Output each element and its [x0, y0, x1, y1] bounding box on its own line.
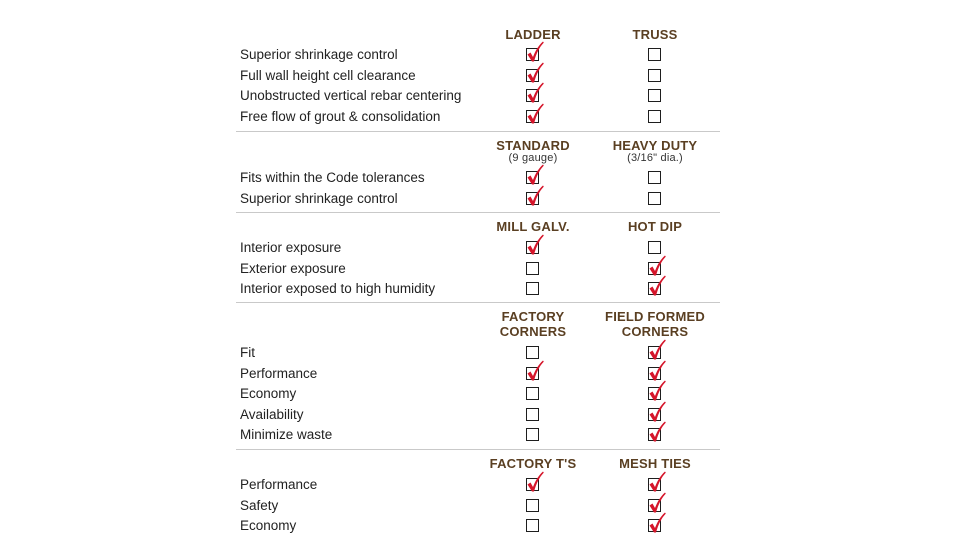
- column-header-label: CORNERS: [621, 324, 689, 339]
- checkmark-icon: [526, 103, 544, 125]
- checkmark-icon: [526, 41, 544, 63]
- checkbox-checked: [648, 387, 661, 400]
- checkbox-unchecked: [526, 262, 539, 275]
- checkbox-checked: [648, 346, 661, 359]
- checkmark-icon: [650, 422, 666, 442]
- column-header: [585, 309, 725, 339]
- column-header-subtitle: (3/16" dia.): [627, 152, 683, 164]
- checkmark-icon: [528, 472, 544, 492]
- checkbox-checked: [526, 110, 539, 123]
- checkmark-icon: [648, 275, 666, 297]
- row-label: Interior exposed to high humidity: [240, 281, 436, 297]
- column-header-label: CORNERS: [499, 324, 567, 339]
- column-header: [463, 309, 603, 339]
- checkmark-icon: [528, 235, 544, 255]
- checkbox-checked: [648, 408, 661, 421]
- checkbox-unchecked: [526, 282, 539, 295]
- checkmark-icon: [526, 185, 544, 207]
- checkbox-checked: [648, 499, 661, 512]
- row-label: Superior shrinkage control: [240, 190, 398, 206]
- column-header-label: TRUSS: [632, 27, 678, 42]
- column-header: [463, 219, 603, 234]
- column-header-subtitle: (9 gauge): [508, 152, 558, 164]
- column-header: [463, 456, 603, 471]
- section-divider: [236, 302, 720, 303]
- checkmark-icon: [648, 492, 666, 514]
- row-label: Safety: [240, 497, 279, 513]
- checkbox-checked: [526, 89, 539, 102]
- checkbox-unchecked: [526, 346, 539, 359]
- row-label: Minimize waste: [240, 427, 333, 443]
- checkbox-checked: [648, 282, 661, 295]
- column-header: [463, 138, 603, 164]
- checkbox-checked: [648, 367, 661, 380]
- section-divider: [236, 449, 720, 450]
- checkbox-checked: [526, 171, 539, 184]
- checkmark-icon: [528, 185, 544, 205]
- checkmark-icon: [650, 255, 666, 275]
- checkbox-checked: [526, 367, 539, 380]
- checkmark-icon: [528, 83, 544, 103]
- checkmark-icon: [650, 340, 666, 360]
- checkmark-icon: [528, 42, 544, 62]
- checkbox-checked: [526, 241, 539, 254]
- column-header-label: FACTORY: [501, 309, 565, 324]
- checkmark-icon: [528, 165, 544, 185]
- column-header-label: LADDER: [505, 27, 561, 42]
- column-header-label: HEAVY DUTY: [612, 138, 698, 153]
- checkmark-icon: [650, 360, 666, 380]
- checkbox-unchecked: [648, 192, 661, 205]
- column-header-label: MILL GALV.: [496, 219, 570, 234]
- column-header: [463, 27, 603, 42]
- checkbox-checked: [648, 519, 661, 532]
- checkmark-icon: [648, 339, 666, 361]
- row-label: Unobstructed vertical rebar centering: [240, 88, 462, 104]
- checkbox-checked: [526, 48, 539, 61]
- checkbox-unchecked: [526, 499, 539, 512]
- checkmark-icon: [650, 276, 666, 296]
- row-label: Economy: [240, 518, 297, 534]
- column-header-label: FACTORY T'S: [489, 456, 577, 471]
- column-header-label: MESH TIES: [619, 456, 691, 471]
- column-header-label: FIELD FORMED: [605, 309, 705, 324]
- column-header-label: HOT DIP: [627, 219, 683, 234]
- checkmark-icon: [526, 62, 544, 84]
- checkbox-checked: [648, 478, 661, 491]
- checkmark-icon: [648, 255, 666, 277]
- section-divider: [236, 212, 720, 213]
- checkmark-icon: [528, 62, 544, 82]
- checkbox-unchecked: [526, 519, 539, 532]
- checkbox-unchecked: [648, 89, 661, 102]
- checkbox-unchecked: [648, 171, 661, 184]
- column-header: [585, 219, 725, 234]
- checkbox-unchecked: [526, 387, 539, 400]
- row-label: Free flow of grout & consolidation: [240, 108, 441, 124]
- checkbox-unchecked: [648, 110, 661, 123]
- column-header: [585, 456, 725, 471]
- checkmark-icon: [526, 360, 544, 382]
- checkmark-icon: [526, 234, 544, 256]
- row-label: Performance: [240, 477, 318, 492]
- row-label: Performance: [240, 365, 318, 381]
- checkbox-unchecked: [648, 48, 661, 61]
- row-label: Fits within the Code tolerances: [240, 170, 425, 185]
- checkmark-icon: [648, 380, 666, 402]
- checkmark-icon: [648, 360, 666, 382]
- checkbox-unchecked: [526, 428, 539, 441]
- checkmark-icon: [648, 421, 666, 443]
- row-label: Exterior exposure: [240, 260, 346, 276]
- checkbox-checked: [526, 478, 539, 491]
- column-header-label: STANDARD: [496, 138, 570, 153]
- checkmark-icon: [526, 82, 544, 104]
- checkmark-icon: [648, 512, 666, 534]
- column-header: [585, 138, 725, 164]
- row-label: Interior exposure: [240, 240, 342, 255]
- checkbox-checked: [526, 192, 539, 205]
- checkmark-icon: [650, 401, 666, 421]
- checkmark-icon: [528, 360, 544, 380]
- row-label: Economy: [240, 386, 297, 402]
- checkbox-checked: [648, 428, 661, 441]
- checkmark-icon: [648, 471, 666, 493]
- row-label: Superior shrinkage control: [240, 47, 398, 62]
- checkbox-unchecked: [648, 69, 661, 82]
- checkbox-unchecked: [526, 408, 539, 421]
- checkbox-unchecked: [648, 241, 661, 254]
- row-label: Fit: [240, 345, 255, 360]
- row-label: Full wall height cell clearance: [240, 67, 416, 83]
- checkmark-icon: [650, 381, 666, 401]
- checkbox-checked: [526, 69, 539, 82]
- checkmark-icon: [526, 471, 544, 493]
- row-label: Availability: [240, 406, 304, 422]
- checkmark-icon: [650, 492, 666, 512]
- checkmark-icon: [526, 164, 544, 186]
- checkmark-icon: [650, 472, 666, 492]
- section-divider: [236, 131, 720, 132]
- checkbox-checked: [648, 262, 661, 275]
- checkmark-icon: [650, 513, 666, 533]
- column-header: [585, 27, 725, 42]
- checkmark-icon: [528, 103, 544, 123]
- checkmark-icon: [648, 401, 666, 423]
